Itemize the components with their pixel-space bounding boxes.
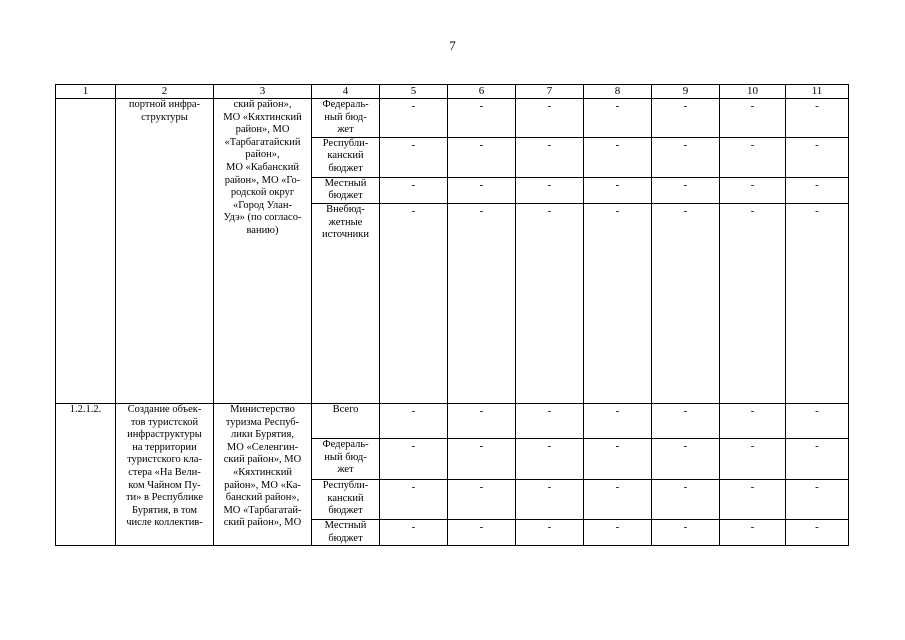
value-cell: - — [652, 203, 720, 403]
header-cell: 5 — [380, 85, 448, 99]
measure-number-cell: 1.2.1.2. — [56, 403, 116, 545]
value-cell: - — [720, 99, 786, 138]
value-cell: - — [516, 203, 584, 403]
value-cell: - — [516, 479, 584, 519]
header-cell: 4 — [312, 85, 380, 99]
funding-source-cell: Местный бюджет — [312, 519, 380, 545]
page-number: 7 — [449, 38, 456, 53]
header-cell: 7 — [516, 85, 584, 99]
value-cell: - — [786, 99, 849, 138]
value-cell: - — [584, 137, 652, 177]
value-cell: - — [380, 99, 448, 138]
value-cell: - — [720, 438, 786, 479]
value-cell: - — [516, 403, 584, 438]
funding-source-cell: Местный бюджет — [312, 177, 380, 203]
header-cell: 9 — [652, 85, 720, 99]
value-cell: - — [448, 203, 516, 403]
header-cell: 10 — [720, 85, 786, 99]
value-cell: - — [786, 203, 849, 403]
executor-cell: Министерство туризма Респуб- лики Бурятия, МО «Селенгин- ский район», МО «Кяхтинский район», МО «Ка- банский район», МО «Тарбагатай- ский район», МО — [214, 403, 312, 545]
budget-table — [55, 84, 849, 546]
header-cell: 11 — [786, 85, 849, 99]
value-cell: - — [380, 519, 448, 545]
value-cell: - — [652, 99, 720, 138]
funding-source-cell: Федераль- ный бюд- жет — [312, 99, 380, 138]
value-cell: - — [380, 203, 448, 403]
value-cell: - — [786, 438, 849, 479]
value-cell: - — [448, 479, 516, 519]
header-row — [56, 85, 849, 99]
header-cell: 3 — [214, 85, 312, 99]
value-cell: - — [786, 137, 849, 177]
value-cell: - — [448, 519, 516, 545]
value-cell: - — [720, 137, 786, 177]
value-cell: - — [652, 438, 720, 479]
value-cell: - — [380, 438, 448, 479]
funding-source-cell: Республи- канский бюджет — [312, 479, 380, 519]
value-cell: - — [448, 177, 516, 203]
value-cell: - — [720, 203, 786, 403]
executor-cell: ский район», МО «Кяхтинский район», МО «Тарбагатайский район», МО «Кабанский район», МО «Го- родской округ «Город Улан- Удэ» (по согласо- ванию) — [214, 99, 312, 404]
value-cell: - — [584, 519, 652, 545]
value-cell: - — [720, 177, 786, 203]
value-cell: - — [786, 403, 849, 438]
value-cell: - — [516, 99, 584, 138]
value-cell: - — [584, 438, 652, 479]
value-cell: - — [652, 519, 720, 545]
table-row — [56, 99, 849, 138]
value-cell: - — [584, 99, 652, 138]
value-cell: - — [652, 479, 720, 519]
value-cell: - — [448, 137, 516, 177]
value-cell: - — [516, 177, 584, 203]
value-cell: - — [380, 137, 448, 177]
value-cell: - — [584, 479, 652, 519]
measure-name-cell: Создание объек- тов туристской инфраструктуры на территории туристского кла- стера «На Вели- ком Чайном Пу- ти» в Республике Бурятия, в том числе коллектив- — [116, 403, 214, 545]
funding-source-cell: Федераль- ный бюд- жет — [312, 438, 380, 479]
value-cell: - — [516, 519, 584, 545]
value-cell: - — [652, 403, 720, 438]
header-cell: 2 — [116, 85, 214, 99]
funding-source-cell: Внебюд- жетные источники — [312, 203, 380, 403]
value-cell: - — [652, 177, 720, 203]
value-cell: - — [380, 177, 448, 203]
value-cell: - — [584, 177, 652, 203]
value-cell: - — [380, 479, 448, 519]
header-cell: 6 — [448, 85, 516, 99]
value-cell: - — [786, 479, 849, 519]
funding-source-cell: Республи- канский бюджет — [312, 137, 380, 177]
value-cell: - — [652, 137, 720, 177]
value-cell: - — [380, 403, 448, 438]
table-row — [56, 403, 849, 438]
value-cell: - — [516, 438, 584, 479]
measure-number-cell — [56, 99, 116, 404]
header-cell: 1 — [56, 85, 116, 99]
value-cell: - — [448, 403, 516, 438]
value-cell: - — [720, 479, 786, 519]
value-cell: - — [516, 137, 584, 177]
value-cell: - — [720, 519, 786, 545]
value-cell: - — [720, 403, 786, 438]
header-cell: 8 — [584, 85, 652, 99]
measure-name-cell: портной инфра- структуры — [116, 99, 214, 404]
value-cell: - — [448, 99, 516, 138]
value-cell: - — [584, 403, 652, 438]
funding-source-cell: Всего — [312, 403, 380, 438]
value-cell: - — [584, 203, 652, 403]
value-cell: - — [448, 438, 516, 479]
value-cell: - — [786, 519, 849, 545]
value-cell: - — [786, 177, 849, 203]
